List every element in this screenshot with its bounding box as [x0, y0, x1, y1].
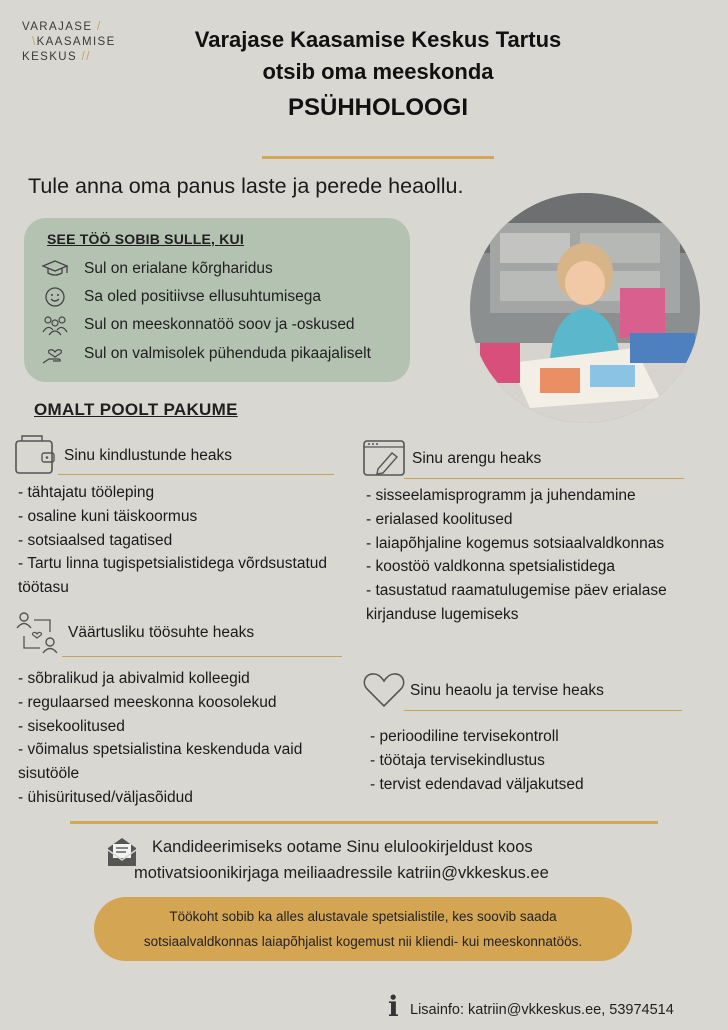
apply-line-1: Kandideerimiseks ootame Sinu elulookirjeldust koos	[152, 838, 533, 856]
list-item: - perioodiline tervisekontroll	[370, 728, 559, 745]
logo-word-3: KESKUS	[22, 51, 78, 63]
apply-line-2: motivatsioonikirjaga meiliaadressile katriin@vkkeskus.ee	[134, 864, 549, 882]
apply-text	[134, 834, 549, 886]
fit-item: Sa oled positiivse ellusuhtumisega	[40, 286, 321, 308]
group-title-security: Sinu kindlustunde heaks	[64, 447, 233, 464]
growth-list	[366, 484, 712, 627]
list-item: - osaline kuni täiskoormus	[18, 507, 198, 525]
title-divider	[262, 156, 494, 159]
list-item: - sõbralikud ja abivalmid kolleegid	[18, 670, 250, 687]
group-title-wellbeing: Sinu heaolu ja tervise heaks	[410, 682, 604, 699]
people-exchange-icon	[14, 610, 60, 661]
offer-heading: OMALT POOLT PAKUME	[34, 400, 238, 419]
logo-word-2: KAASAMISE	[36, 36, 116, 48]
list-item: - töötaja tervisekindlustus	[370, 751, 545, 769]
tagline: Tule anna oma panus laste ja perede heaollu.	[28, 174, 464, 198]
book-pencil-icon	[362, 437, 408, 486]
team-icon	[40, 314, 70, 336]
heart-icon	[362, 670, 406, 715]
list-item: - Tartu linna tugispetsialistidega võrdsustatud töötasu	[18, 555, 328, 597]
relations-list	[18, 667, 348, 810]
security-list	[18, 481, 336, 600]
list-item: - sotsiaalsed tagatised	[18, 531, 173, 549]
group-rule	[404, 710, 682, 711]
beginner-note: Töökoht sobib ka alles alustavale spetsialistile, kes soovib saada sotsiaalvaldkonnas laiapõhjalist kogemust nii kliendi- kui meeskonnatöös.	[94, 897, 632, 961]
logo-word-1: VARAJASE	[22, 21, 93, 33]
list-item: - ühisüritused/väljasõidud	[18, 788, 193, 806]
list-item: - laiapõhjaline kogemus sotsiaalvaldkonnas	[366, 534, 665, 552]
title-line-1: Varajase Kaasamise Keskus Tartus	[194, 27, 562, 52]
list-item: - sisekoolitused	[18, 717, 125, 735]
child-reading-photo	[470, 193, 700, 423]
info-icon: i	[388, 990, 399, 1023]
group-rule	[62, 656, 342, 657]
list-item: - tähtajatu tööleping	[18, 484, 155, 501]
group-title-relations: Väärtusliku töösuhte heaks	[68, 624, 255, 641]
list-item: - võimalus spetsialistina keskenduda vaid sisutööle	[18, 741, 303, 783]
wallet-icon	[14, 433, 56, 482]
logo: VARAJASE / \KAASAMISE KESKUS //	[22, 21, 116, 63]
fit-item: Sul on meeskonnatöö soov ja -oskused	[40, 314, 355, 336]
group-title-growth: Sinu arengu heaks	[412, 450, 542, 467]
contact-info: Lisainfo: katriin@vkkeskus.ee, 53974514	[410, 1002, 674, 1018]
list-item: - tervist edendavad väljakutsed	[370, 775, 584, 793]
fit-box-heading: SEE TÖÖ SOBIB SULLE, KUI	[47, 231, 244, 247]
group-rule	[58, 474, 334, 475]
list-item: - tasustatud raamatulugemise päev erialase kirjanduse lugemiseks	[366, 582, 667, 623]
group-rule	[404, 478, 684, 479]
wellbeing-list	[370, 725, 690, 796]
list-item: - sisseelamisprogramm ja juhendamine	[366, 487, 636, 504]
graduation-cap-icon	[40, 258, 70, 280]
fit-item: Sul on erialane kõrgharidus	[40, 258, 273, 280]
section-divider	[70, 821, 658, 824]
page-title	[130, 24, 626, 124]
list-item: - regulaarsed meeskonna koosolekud	[18, 693, 277, 711]
smiley-icon	[40, 286, 70, 308]
list-item: - koostöö valdkonna spetsialistidega	[366, 558, 616, 576]
list-item: - erialased koolitused	[366, 510, 513, 528]
fit-item: Sul on valmisolek pühenduda pikaajaliselt	[40, 343, 371, 365]
hand-heart-icon	[40, 343, 70, 365]
title-line-2: otsib oma meeskonda	[262, 59, 494, 84]
title-job: PSÜHHOLOOGI	[287, 94, 468, 121]
